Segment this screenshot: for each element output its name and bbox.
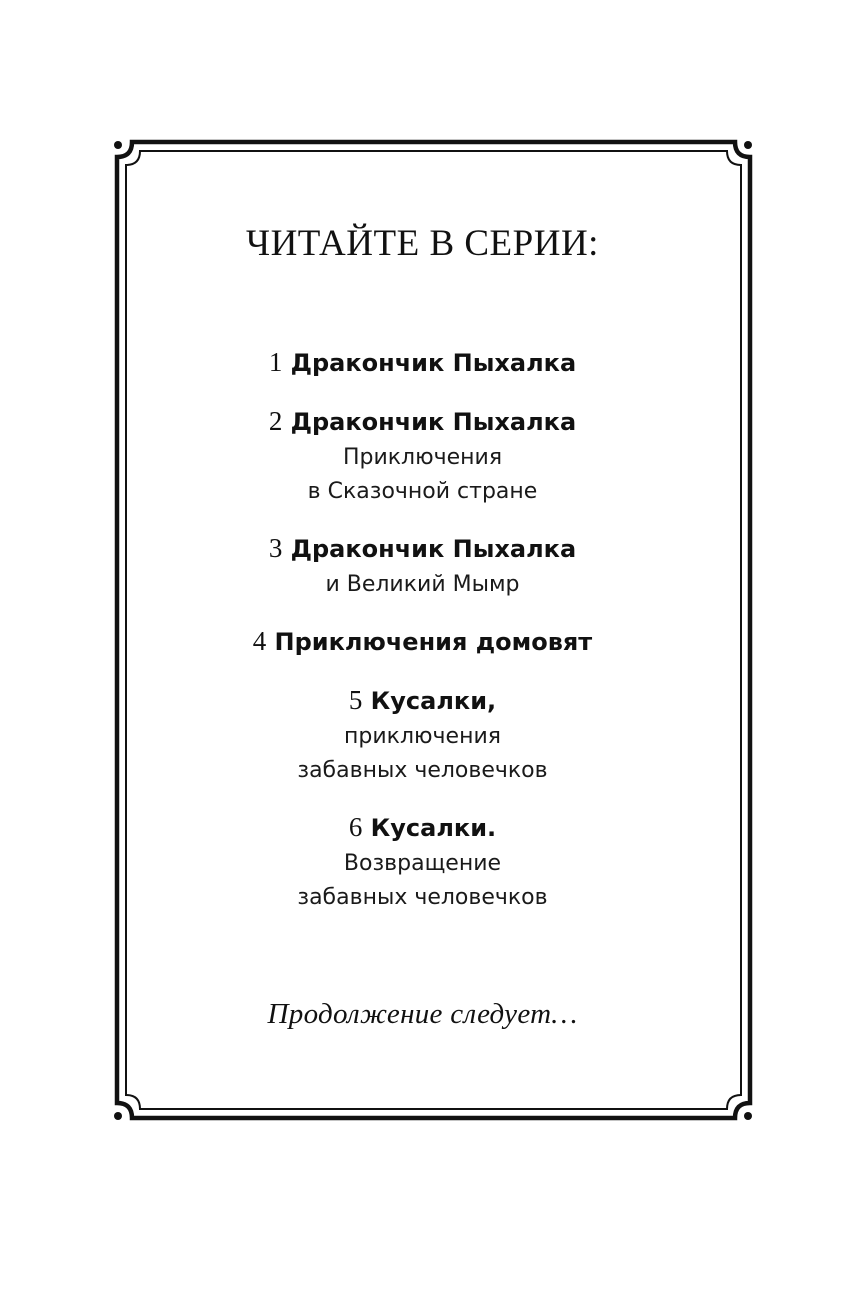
- book-item-3: [0, 529, 845, 602]
- book-title-line: [0, 681, 845, 720]
- corner-dot-top-left: [114, 141, 122, 149]
- book-list: [0, 343, 845, 915]
- book-item-5: [0, 681, 845, 788]
- book-title: Кусалки.: [370, 814, 497, 842]
- book-title: Приключения домовят: [274, 628, 593, 656]
- series-heading: ЧИТАЙТЕ В СЕРИИ:: [246, 223, 599, 264]
- book-item-1: [0, 343, 845, 382]
- continuation-note: Продолжение следует…: [267, 998, 578, 1030]
- book-title: Кусалки,: [370, 687, 497, 715]
- book-title: Дракончик Пыхалка: [290, 535, 577, 563]
- book-item-6: [0, 808, 845, 915]
- book-subtitle-line: забавных человечков: [297, 758, 548, 783]
- book-title: Дракончик Пыхалка: [290, 349, 577, 377]
- book-subtitle-line: Возвращение: [343, 851, 502, 876]
- book-subtitle-line: в Сказочной стране: [307, 479, 538, 504]
- book-title-line: [0, 622, 845, 661]
- book-item-2: [0, 402, 845, 509]
- book-subtitle-line: приключения: [344, 724, 501, 749]
- book-title-line: [0, 402, 845, 441]
- book-subtitle-line: забавных человечков: [297, 885, 548, 910]
- book-item-4: [0, 622, 845, 661]
- corner-dot-top-right: [744, 141, 752, 149]
- book-subtitle-line: и Великий Мымр: [325, 572, 520, 597]
- book-title: Дракончик Пыхалка: [290, 408, 577, 436]
- book-title-line: [0, 343, 845, 382]
- corner-dot-bottom-right: [744, 1112, 752, 1120]
- book-number: 4: [252, 626, 267, 656]
- book-subtitle-line: Приключения: [342, 445, 503, 470]
- book-number: 6: [348, 812, 363, 842]
- corner-dot-bottom-left: [114, 1112, 122, 1120]
- book-title-line: [0, 529, 845, 568]
- book-number: 2: [268, 406, 283, 436]
- book-number: 3: [268, 533, 283, 563]
- book-number: 5: [348, 685, 363, 715]
- book-title-line: [0, 808, 845, 847]
- book-number: 1: [268, 347, 283, 377]
